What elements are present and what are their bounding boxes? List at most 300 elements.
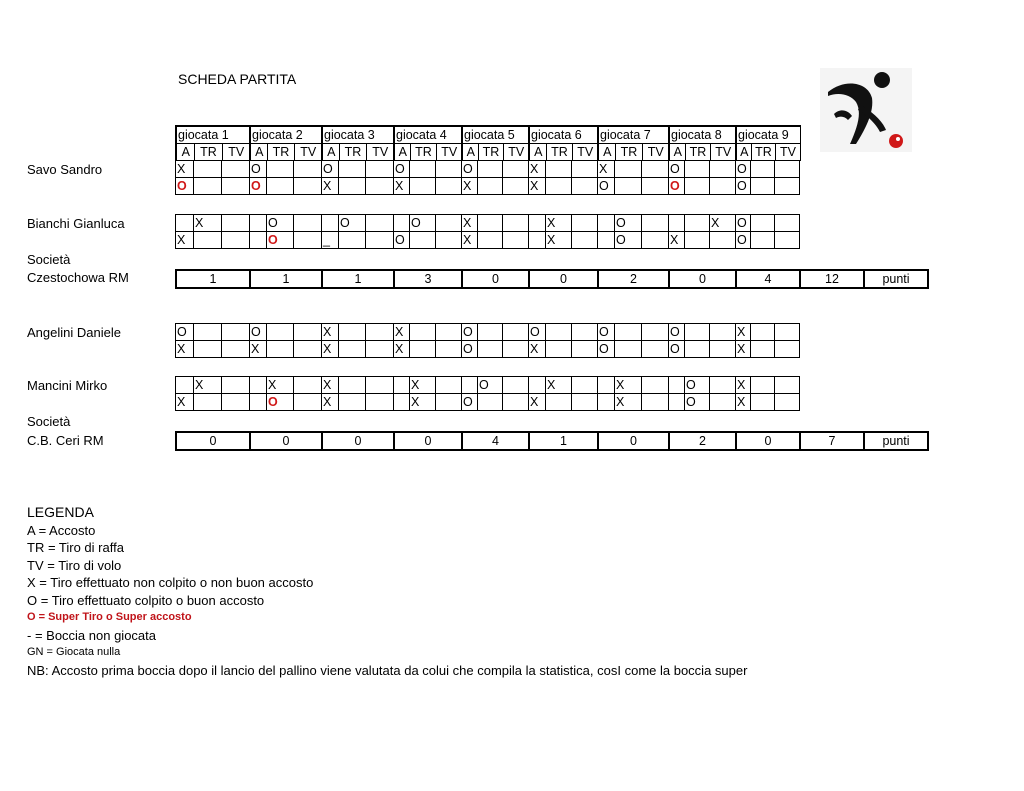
player-name: Savo Sandro	[27, 162, 103, 177]
giocata-header: giocata 7	[598, 126, 669, 144]
throw-cell	[462, 377, 478, 394]
throw-cell	[546, 341, 572, 358]
column-header: TR	[410, 144, 436, 161]
throw-cell: O	[250, 324, 267, 341]
throw-cell: X	[736, 394, 751, 411]
throw-cell	[366, 161, 394, 178]
throw-cell: O	[410, 215, 436, 232]
throw-cell: O	[669, 324, 685, 341]
legend-line: X = Tiro effettuato non colpito o non buon accosto	[27, 575, 314, 590]
throw-cell	[294, 215, 322, 232]
throw-cell	[751, 341, 775, 358]
throw-cell: O	[615, 215, 642, 232]
throw-cell	[436, 377, 462, 394]
throw-cell: O	[598, 178, 615, 195]
throw-cell	[546, 394, 572, 411]
throw-cell	[194, 161, 222, 178]
player-score-grid	[175, 214, 800, 249]
throw-cell	[222, 377, 250, 394]
giocata-score: 0	[736, 432, 800, 450]
throw-cell: O	[736, 161, 751, 178]
team-score-row	[175, 431, 929, 451]
throw-cell	[394, 377, 410, 394]
throw-cell: X	[529, 341, 546, 358]
throw-cell	[503, 232, 529, 249]
column-header: TR	[267, 144, 294, 161]
giocata-score: 0	[322, 432, 394, 450]
throw-cell: X	[529, 178, 546, 195]
throw-cell	[529, 232, 546, 249]
throw-cell	[572, 215, 598, 232]
throw-cell	[410, 324, 436, 341]
throw-cell	[751, 377, 775, 394]
column-header: A	[462, 144, 478, 161]
throw-cell	[436, 341, 462, 358]
throw-cell: O	[267, 215, 294, 232]
throw-cell	[478, 324, 503, 341]
throw-cell	[775, 324, 800, 341]
throw-cell	[478, 178, 503, 195]
giocata-score: 2	[598, 270, 669, 288]
throw-cell	[751, 161, 775, 178]
throw-cell	[436, 394, 462, 411]
throw-cell	[642, 377, 669, 394]
throw-cell	[294, 394, 322, 411]
throw-cell: O	[339, 215, 366, 232]
throw-cell: X	[615, 394, 642, 411]
column-header: A	[736, 144, 751, 161]
throw-cell: O	[669, 161, 685, 178]
team-score-row	[175, 269, 929, 289]
throw-cell: O	[394, 161, 410, 178]
column-header: TR	[478, 144, 503, 161]
throw-cell	[294, 341, 322, 358]
throw-cell	[194, 324, 222, 341]
giocata-score: 2	[669, 432, 736, 450]
throw-cell	[194, 341, 222, 358]
throw-cell: O	[615, 232, 642, 249]
throw-cell	[710, 161, 736, 178]
throw-cell: X	[529, 161, 546, 178]
throw-cell	[546, 161, 572, 178]
throw-cell: X	[546, 215, 572, 232]
throw-cell: X	[394, 178, 410, 195]
throw-cell: X	[546, 377, 572, 394]
throw-cell: X	[194, 215, 222, 232]
points-label: punti	[864, 432, 928, 450]
legend-line: TV = Tiro di volo	[27, 557, 122, 573]
throw-cell: O	[462, 161, 478, 178]
column-header: TV	[572, 144, 598, 161]
player-score-grid	[175, 160, 800, 195]
legend	[27, 504, 747, 679]
throw-cell: O	[176, 178, 194, 195]
throw-cell: X	[176, 232, 194, 249]
throw-cell: X	[598, 161, 615, 178]
throw-cell	[410, 161, 436, 178]
throw-row	[176, 232, 800, 249]
throw-cell	[598, 394, 615, 411]
throw-cell: O	[736, 232, 751, 249]
throw-cell: X	[736, 341, 751, 358]
throw-cell: X	[462, 215, 478, 232]
throw-cell	[267, 341, 294, 358]
throw-cell	[294, 178, 322, 195]
throw-cell	[685, 178, 710, 195]
throw-cell	[294, 377, 322, 394]
throw-cell: X	[322, 324, 339, 341]
page-title: SCHEDA PARTITA	[178, 71, 297, 87]
giocata-header: giocata 9	[736, 126, 800, 144]
throw-cell	[250, 215, 267, 232]
throw-cell	[436, 161, 462, 178]
throw-cell	[322, 215, 339, 232]
throw-cell	[294, 161, 322, 178]
throw-cell: X	[736, 377, 751, 394]
throw-cell	[685, 161, 710, 178]
throw-cell: O	[250, 178, 267, 195]
column-header: TV	[294, 144, 322, 161]
giocata-score: 4	[736, 270, 800, 288]
throw-cell	[250, 232, 267, 249]
throw-row	[176, 377, 800, 394]
throw-cell: O	[250, 161, 267, 178]
column-header: TV	[222, 144, 250, 161]
throw-cell: O	[462, 341, 478, 358]
column-header: A	[598, 144, 615, 161]
throw-row	[176, 394, 800, 411]
legend-heading: LEGENDA	[27, 504, 94, 520]
throw-cell	[669, 215, 685, 232]
throw-cell: X	[394, 341, 410, 358]
throw-cell: O	[598, 341, 615, 358]
total-score: 7	[800, 432, 864, 450]
throw-cell	[366, 215, 394, 232]
throw-cell	[642, 341, 669, 358]
throw-cell	[775, 215, 800, 232]
giocata-header: giocata 4	[394, 126, 462, 144]
giocata-score: 0	[176, 432, 250, 450]
throw-cell	[572, 341, 598, 358]
throw-cell	[685, 341, 710, 358]
throw-cell	[751, 232, 775, 249]
throw-cell	[775, 377, 800, 394]
throw-cell: O	[478, 377, 503, 394]
throw-cell: X	[176, 341, 194, 358]
giocata-header: giocata 2	[250, 126, 322, 144]
giocata-score: 0	[250, 432, 322, 450]
throw-cell	[478, 394, 503, 411]
column-header: TR	[339, 144, 366, 161]
throw-cell	[710, 324, 736, 341]
throw-cell	[615, 178, 642, 195]
player-name: Mancini Mirko	[27, 378, 108, 393]
legend-line: TR = Tiro di raffa	[27, 540, 124, 555]
throw-cell: O	[736, 215, 751, 232]
throw-cell: O	[394, 232, 410, 249]
throw-cell	[294, 324, 322, 341]
throw-cell	[366, 377, 394, 394]
column-header: TR	[546, 144, 572, 161]
throw-cell	[339, 394, 366, 411]
legend-gn: GN = Giocata nulla	[27, 646, 121, 658]
throw-cell	[710, 232, 736, 249]
throw-cell: X	[176, 161, 194, 178]
throw-cell	[572, 324, 598, 341]
throw-cell	[410, 341, 436, 358]
throw-cell	[250, 377, 267, 394]
throw-cell	[339, 324, 366, 341]
throw-cell	[503, 394, 529, 411]
throw-cell: X	[615, 377, 642, 394]
throw-cell: X	[250, 341, 267, 358]
throw-cell	[669, 394, 685, 411]
team-name: C.B. Ceri RM	[27, 433, 104, 448]
throw-cell: O	[598, 324, 615, 341]
legend-line: O = Tiro effettuato colpito o buon accosto	[27, 592, 265, 608]
throw-cell	[751, 324, 775, 341]
throw-cell	[222, 324, 250, 341]
throw-cell: X	[410, 394, 436, 411]
player-score-grid	[175, 376, 800, 411]
throw-cell	[222, 215, 250, 232]
throw-cell	[339, 232, 366, 249]
throw-cell	[222, 178, 250, 195]
giocata-header: giocata 1	[176, 126, 250, 144]
throw-cell: O	[267, 232, 294, 249]
header-table	[175, 125, 801, 161]
throw-cell	[685, 215, 710, 232]
legend-note: NB: Accosto prima boccia dopo il lancio del pallino viene valutata da colui che compila la statistica, cosI come la boccia super	[27, 662, 748, 678]
throw-cell	[572, 232, 598, 249]
column-header: A	[394, 144, 410, 161]
throw-cell	[250, 394, 267, 411]
throw-cell	[478, 161, 503, 178]
throw-cell	[572, 377, 598, 394]
throw-cell	[503, 324, 529, 341]
throw-cell	[194, 232, 222, 249]
giocata-header: giocata 6	[529, 126, 598, 144]
throw-cell	[410, 178, 436, 195]
throw-cell: O	[176, 324, 194, 341]
throw-cell: _	[322, 232, 339, 249]
giocata-header: giocata 5	[462, 126, 529, 144]
giocata-score: 3	[394, 270, 462, 288]
throw-cell	[598, 215, 615, 232]
throw-cell	[775, 161, 800, 178]
giocata-score: 0	[394, 432, 462, 450]
throw-cell	[598, 232, 615, 249]
throw-cell	[339, 341, 366, 358]
giocata-score: 0	[669, 270, 736, 288]
column-header: A	[322, 144, 339, 161]
total-score: 12	[800, 270, 864, 288]
column-header: TV	[503, 144, 529, 161]
throw-cell	[615, 161, 642, 178]
throw-cell	[436, 324, 462, 341]
throw-cell	[529, 215, 546, 232]
throw-cell: X	[410, 377, 436, 394]
giocata-score: 1	[322, 270, 394, 288]
throw-cell: X	[529, 394, 546, 411]
throw-cell: X	[194, 377, 222, 394]
column-header: A	[250, 144, 267, 161]
throw-row	[176, 161, 800, 178]
throw-cell	[642, 161, 669, 178]
throw-cell	[710, 394, 736, 411]
throw-cell: O	[462, 324, 478, 341]
throw-cell	[503, 215, 529, 232]
throw-cell	[775, 394, 800, 411]
throw-cell	[436, 178, 462, 195]
throw-cell	[478, 341, 503, 358]
throw-cell	[642, 178, 669, 195]
throw-cell	[222, 232, 250, 249]
team-label: Società	[27, 414, 71, 429]
throw-cell	[642, 232, 669, 249]
legend-super: O = Super Tiro o Super accosto	[27, 611, 192, 623]
throw-cell: O	[669, 178, 685, 195]
throw-cell	[529, 377, 546, 394]
throw-cell: O	[267, 394, 294, 411]
throw-cell	[222, 394, 250, 411]
throw-cell: O	[669, 341, 685, 358]
column-header: TR	[751, 144, 775, 161]
column-header: TV	[436, 144, 462, 161]
throw-cell: X	[736, 324, 751, 341]
throw-cell	[366, 178, 394, 195]
column-header: TV	[642, 144, 669, 161]
throw-cell	[546, 178, 572, 195]
throw-cell: X	[322, 394, 339, 411]
throw-cell	[394, 215, 410, 232]
column-header: TR	[615, 144, 642, 161]
player-name: Angelini Daniele	[27, 325, 121, 340]
throw-cell	[775, 178, 800, 195]
giocata-score: 0	[598, 432, 669, 450]
column-header: TV	[775, 144, 800, 161]
giocata-score: 1	[250, 270, 322, 288]
giocata-score: 0	[529, 270, 598, 288]
throw-cell: X	[710, 215, 736, 232]
throw-cell: X	[322, 178, 339, 195]
throw-cell	[410, 232, 436, 249]
throw-cell	[685, 232, 710, 249]
throw-cell	[436, 215, 462, 232]
bocce-player-logo	[820, 68, 912, 152]
throw-cell	[339, 178, 366, 195]
giocata-score: 0	[462, 270, 529, 288]
giocata-header: giocata 3	[322, 126, 394, 144]
throw-cell	[294, 232, 322, 249]
throw-cell	[775, 232, 800, 249]
throw-cell	[267, 178, 294, 195]
throw-cell: O	[529, 324, 546, 341]
player-name: Bianchi Gianluca	[27, 216, 125, 231]
throw-cell: X	[267, 377, 294, 394]
throw-cell	[685, 324, 710, 341]
throw-cell	[572, 161, 598, 178]
throw-cell	[222, 161, 250, 178]
throw-cell	[176, 377, 194, 394]
throw-cell: O	[685, 394, 710, 411]
throw-cell	[478, 232, 503, 249]
throw-cell	[222, 341, 250, 358]
giocata-score: 4	[462, 432, 529, 450]
column-header: TR	[685, 144, 710, 161]
throw-cell	[394, 394, 410, 411]
throw-cell: X	[546, 232, 572, 249]
column-header: A	[669, 144, 685, 161]
throw-cell	[642, 324, 669, 341]
throw-cell	[615, 341, 642, 358]
throw-cell	[775, 341, 800, 358]
legend-line: A = Accosto	[27, 522, 96, 538]
throw-cell	[598, 377, 615, 394]
column-header: A	[529, 144, 546, 161]
throw-cell	[572, 178, 598, 195]
throw-row	[176, 324, 800, 341]
throw-cell	[339, 377, 366, 394]
throw-cell	[503, 341, 529, 358]
throw-cell	[267, 161, 294, 178]
throw-cell	[751, 178, 775, 195]
throw-cell	[546, 324, 572, 341]
player-score-grid	[175, 323, 800, 358]
throw-cell	[436, 232, 462, 249]
throw-cell: X	[394, 324, 410, 341]
giocata-score: 1	[529, 432, 598, 450]
throw-cell: X	[669, 232, 685, 249]
throw-cell	[478, 215, 503, 232]
throw-cell	[339, 161, 366, 178]
column-header: TR	[194, 144, 222, 161]
throw-cell	[503, 178, 529, 195]
throw-cell	[176, 215, 194, 232]
throw-cell	[366, 324, 394, 341]
throw-cell: X	[322, 377, 339, 394]
throw-cell: O	[685, 377, 710, 394]
throw-cell	[642, 394, 669, 411]
throw-cell: O	[322, 161, 339, 178]
giocata-header: giocata 8	[669, 126, 736, 144]
points-label: punti	[864, 270, 928, 288]
throw-cell	[194, 394, 222, 411]
throw-row	[176, 215, 800, 232]
throw-cell	[194, 178, 222, 195]
throw-row	[176, 178, 800, 195]
column-header: A	[176, 144, 194, 161]
column-header: TV	[366, 144, 394, 161]
throw-cell	[366, 232, 394, 249]
throw-cell: O	[462, 394, 478, 411]
column-header: TV	[710, 144, 736, 161]
throw-cell: O	[736, 178, 751, 195]
throw-cell	[503, 377, 529, 394]
team-label: Società	[27, 252, 71, 267]
throw-cell	[710, 178, 736, 195]
throw-cell: X	[322, 341, 339, 358]
throw-cell	[642, 215, 669, 232]
throw-row	[176, 341, 800, 358]
throw-cell	[366, 394, 394, 411]
throw-cell	[615, 324, 642, 341]
throw-cell: X	[462, 232, 478, 249]
throw-cell	[669, 377, 685, 394]
throw-cell	[366, 341, 394, 358]
throw-cell: X	[462, 178, 478, 195]
throw-cell	[751, 215, 775, 232]
